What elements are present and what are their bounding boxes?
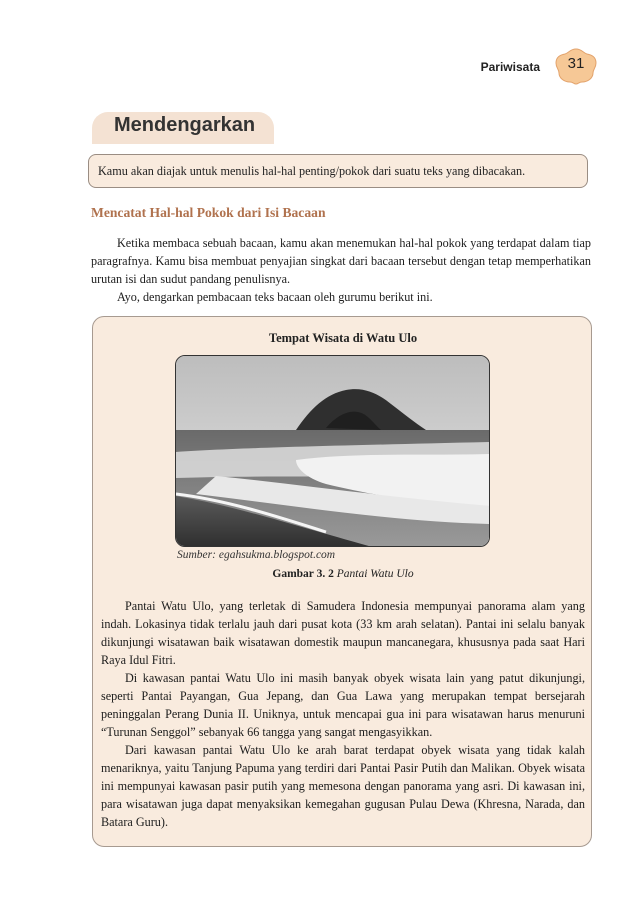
- reading-box: [92, 316, 592, 847]
- figure-caption-text: Pantai Watu Ulo: [336, 568, 414, 580]
- figure-caption: [93, 568, 593, 580]
- page-number-badge: [553, 47, 599, 85]
- reading-paragraph: Di kawasan pantai Watu Ulo ini masih banyak obyek wisata lain yang patut dikunjungi, seperti Pantai Payangan, Gua Jepang, dan Gua Lawa yang merupakan tempat bersejarah peninggalan Perang Dunia II. Uniknya, untuk mencapai gua ini para wisatawan harus menuruni “Turunan Senggol” sebanyak 66 tangga yang sangat mengasyikkan.: [101, 671, 585, 739]
- reading-text: [101, 597, 585, 831]
- subsection-title: Mencatat Hal-hal Pokok dari Isi Bacaan: [91, 205, 326, 220]
- reading-paragraph: Pantai Watu Ulo, yang terletak di Samudera Indonesia mempunyai panorama alam yang indah. Lokasinya tidak terlalu jauh dari pusat kota (33 km arah selatan). Pantai ini selalu banyak dikunjungi wisatawan baik wisatawan domestik maupun mancanegara, khususnya pada saat Hari Raya Idul Fitri.: [101, 599, 585, 667]
- reading-title: Tempat Wisata di Watu Ulo: [268, 331, 418, 345]
- page-number: 31: [567, 55, 585, 72]
- reading-paragraph: Dari kawasan pantai Watu Ulo ke arah barat terdapat obyek wisata yang tidak kalah menariknya, yaitu Tanjung Papuma yang terdiri dari Pantai Pasir Putih dan Malikan. Obyek wisata ini mempunyai kawasan pasir putih yang memesona dengan panorama yang asri. Di kawasan ini, para wisatawan juga dapat menyaksikan kemegahan gugusan Pulau Dewa (Khresna, Narada, dan Batara Guru).: [101, 743, 585, 829]
- section-title: Mendengarkan: [114, 114, 256, 136]
- figure-label: Gambar 3. 2: [272, 568, 334, 580]
- activity-instruction: Kamu akan diajak untuk menulis hal-hal penting/pokok dari suatu teks yang dibacakan.: [88, 154, 588, 188]
- intro-paragraphs: [91, 234, 591, 306]
- beach-photo: [175, 355, 490, 547]
- beach-illustration: [176, 356, 490, 547]
- running-header-section: Pariwisata: [480, 60, 540, 74]
- intro-paragraph: Ayo, dengarkan pembacaan teks bacaan oleh gurumu berikut ini.: [117, 290, 433, 304]
- intro-paragraph: Ketika membaca sebuah bacaan, kamu akan menemukan hal-hal pokok yang terdapat dalam tiap paragrafnya. Kamu bisa membuat penyajian singkat dari bacaan tersebut dengan tetap memperhatikan urutan isi dan sudut pandang penulisnya.: [91, 236, 591, 286]
- image-source: Sumber: egahsukma.blogspot.com: [177, 549, 336, 561]
